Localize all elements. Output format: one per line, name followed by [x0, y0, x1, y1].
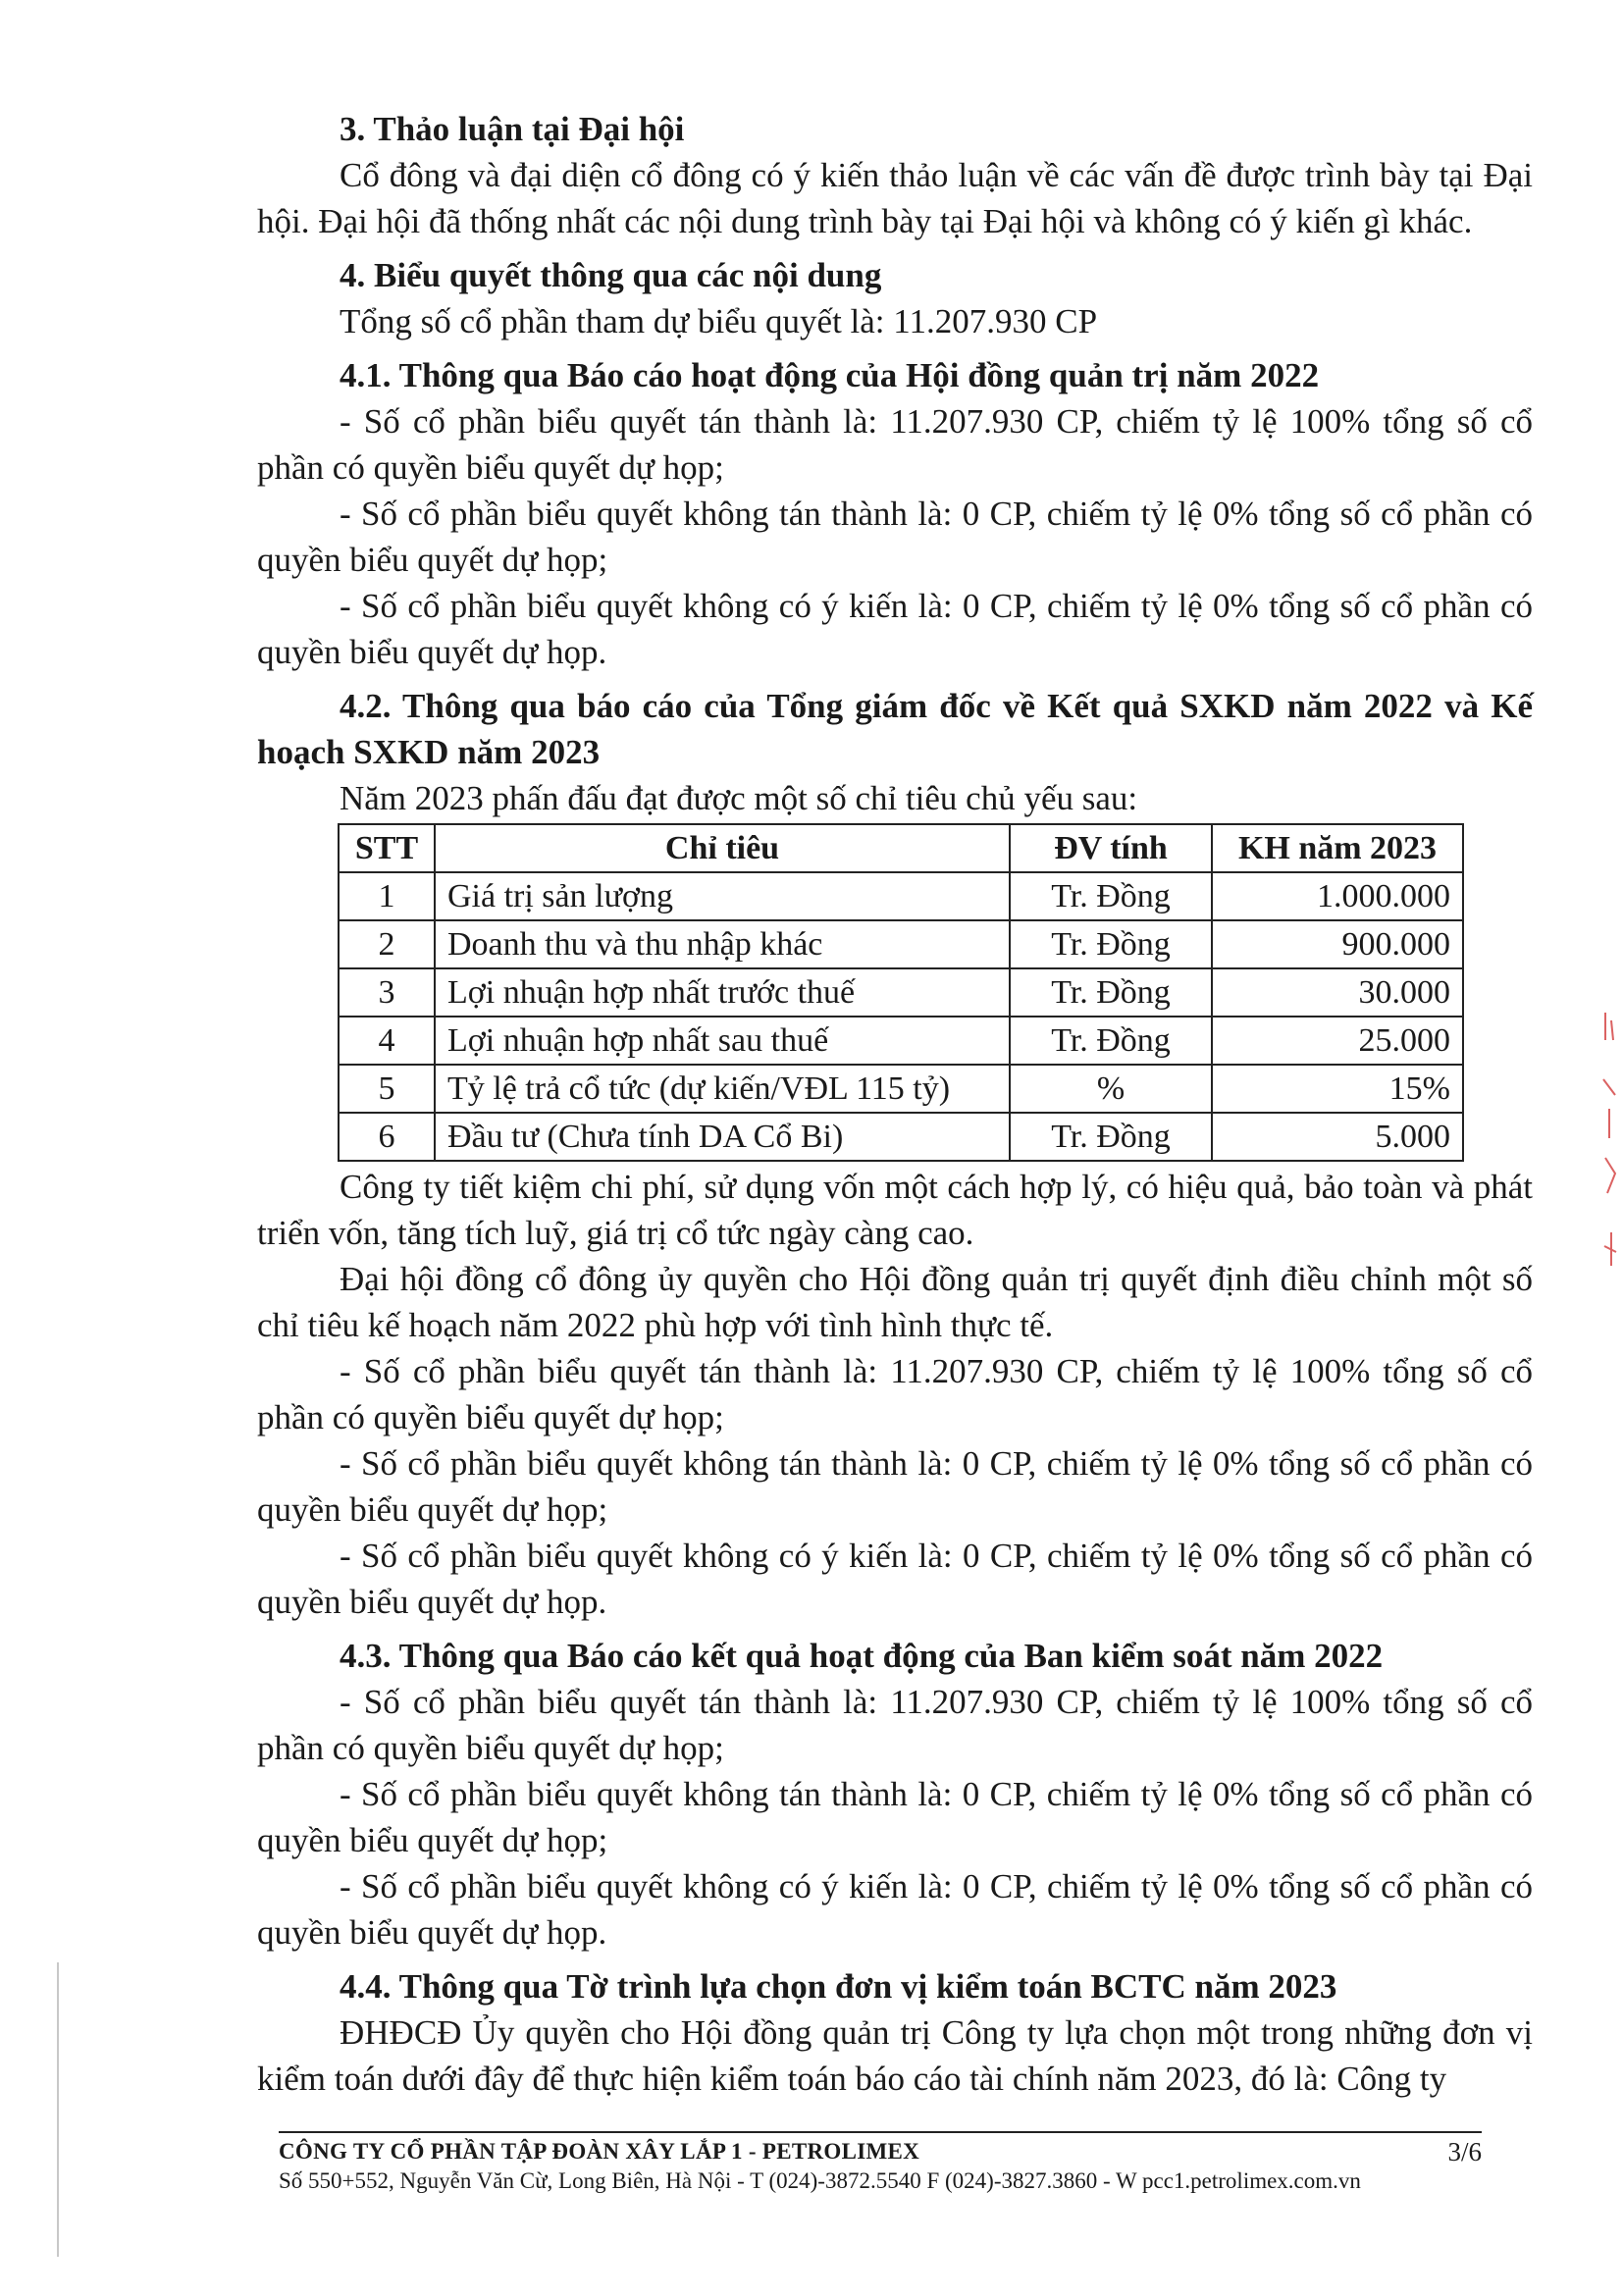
section-4-3-heading: 4.3. Thông qua Báo cáo kết quả hoạt động của Ban kiểm soát năm 2022 [340, 1637, 1384, 1675]
section-4-1-vote-reject: - Số cổ phần biểu quyết không tán thành là: 0 CP, chiếm tỷ lệ 0% tổng số cổ phần có quyền biểu quyết dự họp; [257, 495, 1533, 579]
section-4-2-heading: 4.2. Thông qua báo cáo của Tổng giám đốc về Kết quả SXKD năm 2022 và Kế hoạch SXKD năm 2023 [257, 687, 1533, 771]
cell-stt: 5 [339, 1065, 435, 1113]
section-4-4-body: ĐHĐCĐ Ủy quyền cho Hội đồng quản trị Công ty lựa chọn một trong những đơn vị kiểm toán dưới đây để thực hiện kiểm toán báo cáo tài chính năm 2023, đó là: Công ty [257, 2013, 1533, 2098]
section-4-3-vote-approve: - Số cổ phần biểu quyết tán thành là: 11.207.930 CP, chiếm tỷ lệ 100% tổng số cổ phần có quyền biểu quyết dự họp; [257, 1683, 1533, 1767]
cell-stt: 2 [339, 920, 435, 968]
cell-stt: 1 [339, 872, 435, 920]
cell-plan: 1.000.000 [1212, 872, 1463, 920]
page-footer [279, 2131, 1482, 2194]
table-row [339, 1113, 1463, 1161]
section-4-2-paragraph-2: Đại hội đồng cổ đông ủy quyền cho Hội đồng quản trị quyết định điều chỉnh một số chỉ tiêu kế hoạch năm 2022 phù hợp với tình hình thực tế. [257, 1260, 1533, 1344]
section-4-1-vote-abstain: - Số cổ phần biểu quyết không có ý kiến là: 0 CP, chiếm tỷ lệ 0% tổng số cổ phần có quyền biểu quyết dự họp. [257, 587, 1533, 671]
cell-unit: Tr. Đồng [1010, 968, 1212, 1017]
footer-address: Số 550+552, Nguyễn Văn Cừ, Long Biên, Hà Nội - T (024)-3872.5540 F (024)-3827.3860 - W pcc1.petrolimex.com.vn [279, 2168, 1361, 2193]
cell-plan: 15% [1212, 1065, 1463, 1113]
cell-plan: 900.000 [1212, 920, 1463, 968]
section-4-2-vote-reject: - Số cổ phần biểu quyết không tán thành là: 0 CP, chiếm tỷ lệ 0% tổng số cổ phần có quyền biểu quyết dự họp; [257, 1444, 1533, 1529]
cell-target: Doanh thu và thu nhập khác [435, 920, 1010, 968]
cell-unit: Tr. Đồng [1010, 1017, 1212, 1065]
table-row [339, 1017, 1463, 1065]
cell-target: Tỷ lệ trả cổ tức (dự kiến/VĐL 115 tỷ) [435, 1065, 1010, 1113]
table-row [339, 920, 1463, 968]
section-3-body: Cổ đông và đại diện cổ đông có ý kiến thảo luận về các vấn đề được trình bày tại Đại hội. Đại hội đã thống nhất các nội dung trình bày tại Đại hội và không có ý kiến gì khác. [257, 156, 1533, 240]
section-4-2-intro: Năm 2023 phấn đấu đạt được một số chỉ tiêu chủ yếu sau: [340, 779, 1138, 817]
section-4-3-vote-abstain: - Số cổ phần biểu quyết không có ý kiến là: 0 CP, chiếm tỷ lệ 0% tổng số cổ phần có quyền biểu quyết dự họp. [257, 1867, 1533, 1952]
table-header-row [339, 824, 1463, 872]
cell-unit: Tr. Đồng [1010, 1113, 1212, 1161]
cell-stt: 3 [339, 968, 435, 1017]
cell-target: Giá trị sản lượng [435, 872, 1010, 920]
plan-targets-table [338, 823, 1464, 1162]
cell-unit: Tr. Đồng [1010, 920, 1212, 968]
cell-plan: 30.000 [1212, 968, 1463, 1017]
col-header-stt: STT [339, 824, 435, 872]
cell-plan: 25.000 [1212, 1017, 1463, 1065]
section-4-2-vote-approve: - Số cổ phần biểu quyết tán thành là: 11.207.930 CP, chiếm tỷ lệ 100% tổng số cổ phần có quyền biểu quyết dự họp; [257, 1352, 1533, 1436]
col-header-target: Chỉ tiêu [435, 824, 1010, 872]
section-4-1-heading: 4.1. Thông qua Báo cáo hoạt động của Hội đồng quản trị năm 2022 [340, 356, 1320, 394]
cell-target: Lợi nhuận hợp nhất sau thuế [435, 1017, 1010, 1065]
section-4-2-paragraph-1: Công ty tiết kiệm chi phí, sử dụng vốn một cách hợp lý, có hiệu quả, bảo toàn và phát triển vốn, tăng tích luỹ, giá trị cổ tức ngày càng cao. [257, 1168, 1533, 1252]
cell-unit: % [1010, 1065, 1212, 1113]
document-body [257, 106, 1533, 2102]
section-4-heading: 4. Biểu quyết thông qua các nội dung [340, 256, 882, 294]
page-number: 3/6 [1447, 2137, 1482, 2166]
section-4-2-vote-abstain: - Số cổ phần biểu quyết không có ý kiến là: 0 CP, chiếm tỷ lệ 0% tổng số cổ phần có quyền biểu quyết dự họp. [257, 1537, 1533, 1621]
table-row [339, 1065, 1463, 1113]
footer-company-name: CÔNG TY CỔ PHẦN TẬP ĐOÀN XÂY LẮP 1 - PETROLIMEX [279, 2139, 920, 2164]
section-4-total: Tổng số cổ phần tham dự biểu quyết là: 11.207.930 CP [340, 302, 1098, 340]
table-row [339, 968, 1463, 1017]
cell-stt: 6 [339, 1113, 435, 1161]
section-3-heading: 3. Thảo luận tại Đại hội [340, 110, 685, 148]
scan-margin-line [57, 1962, 59, 2257]
cell-stt: 4 [339, 1017, 435, 1065]
stamp-edge-mark [1601, 1001, 1619, 1285]
cell-plan: 5.000 [1212, 1113, 1463, 1161]
cell-target: Đầu tư (Chưa tính DA Cổ Bi) [435, 1113, 1010, 1161]
col-header-unit: ĐV tính [1010, 824, 1212, 872]
section-4-1-vote-approve: - Số cổ phần biểu quyết tán thành là: 11.207.930 CP, chiếm tỷ lệ 100% tổng số cổ phần có quyền biểu quyết dự họp; [257, 402, 1533, 487]
section-4-3-vote-reject: - Số cổ phần biểu quyết không tán thành là: 0 CP, chiếm tỷ lệ 0% tổng số cổ phần có quyền biểu quyết dự họp; [257, 1775, 1533, 1859]
cell-target: Lợi nhuận hợp nhất trước thuế [435, 968, 1010, 1017]
section-4-4-heading: 4.4. Thông qua Tờ trình lựa chọn đơn vị kiểm toán BCTC năm 2023 [340, 1967, 1337, 2006]
col-header-plan-2023: KH năm 2023 [1212, 824, 1463, 872]
cell-unit: Tr. Đồng [1010, 872, 1212, 920]
table-row [339, 872, 1463, 920]
footer-divider [279, 2131, 1482, 2133]
